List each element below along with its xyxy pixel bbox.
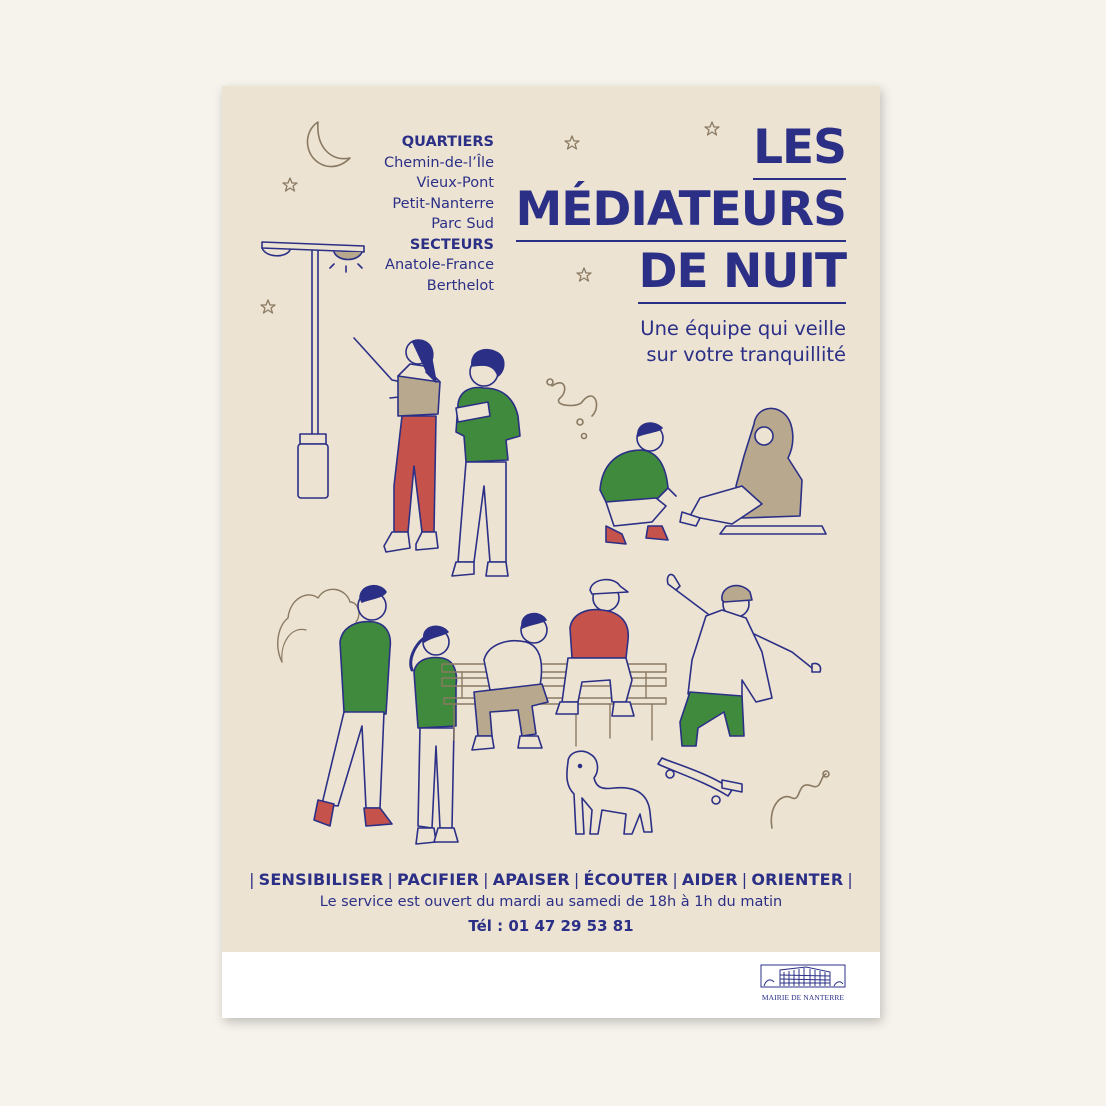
opening-hours: Le service est ouvert du mardi au samedi de 18h à 1h du matin [319, 894, 783, 910]
action-word: ÉCOUTER [583, 870, 669, 889]
title-line-2: MÉDIATEURS [516, 184, 846, 242]
action-words: | SENSIBILISER | PACIFIER | APAISER | ÉCOUTER | AIDER | ORIENTER | [249, 870, 853, 889]
person-pointing [354, 338, 440, 552]
action-word: AIDER [681, 870, 738, 889]
secteurs-heading: SECTEURS [409, 236, 494, 253]
dog [567, 751, 652, 834]
action-word: ORIENTER [751, 870, 844, 889]
person-sitting-hooded [680, 408, 826, 534]
star-icon [283, 178, 297, 191]
person-with-tablet [452, 350, 520, 576]
logo-text: MAIRIE DE NANTERRE [761, 993, 845, 1002]
building-icon [760, 964, 846, 988]
areas-list [342, 132, 494, 296]
person-skateboarding [658, 574, 821, 804]
subtitle-line-2: sur votre tranquillité [646, 343, 846, 366]
quartier-item: Vieux-Pont [416, 175, 494, 191]
poster [222, 86, 880, 1018]
poster-title [516, 122, 846, 308]
secteur-item: Anatole-France [385, 257, 494, 273]
poster-subtitle [640, 316, 846, 368]
quartier-item: Chemin-de-l’Île [383, 154, 494, 171]
person-sitting-bench [472, 614, 548, 750]
person-sitting-red-shirt [556, 580, 634, 716]
person-crouching [600, 423, 676, 544]
title-line-3: DE NUIT [638, 246, 846, 304]
action-word: PACIFIER [397, 870, 480, 889]
subtitle-line-1: Une équipe qui veille [640, 317, 846, 340]
phone-number: Tél : 01 47 29 53 81 [468, 917, 634, 935]
quartiers-heading: QUARTIERS [401, 134, 494, 150]
mairie-logo [760, 964, 846, 1002]
person-walking [314, 586, 392, 826]
star-icon [261, 300, 275, 313]
quartier-item: Parc Sud [431, 216, 494, 232]
title-line-1: LES [753, 122, 846, 180]
action-word: SENSIBILISER [258, 870, 384, 889]
secteur-item: Berthelot [426, 277, 494, 294]
action-word: APAISER [492, 870, 570, 889]
quartier-item: Petit-Nanterre [392, 195, 494, 212]
person-standing-ponytail [411, 626, 458, 844]
